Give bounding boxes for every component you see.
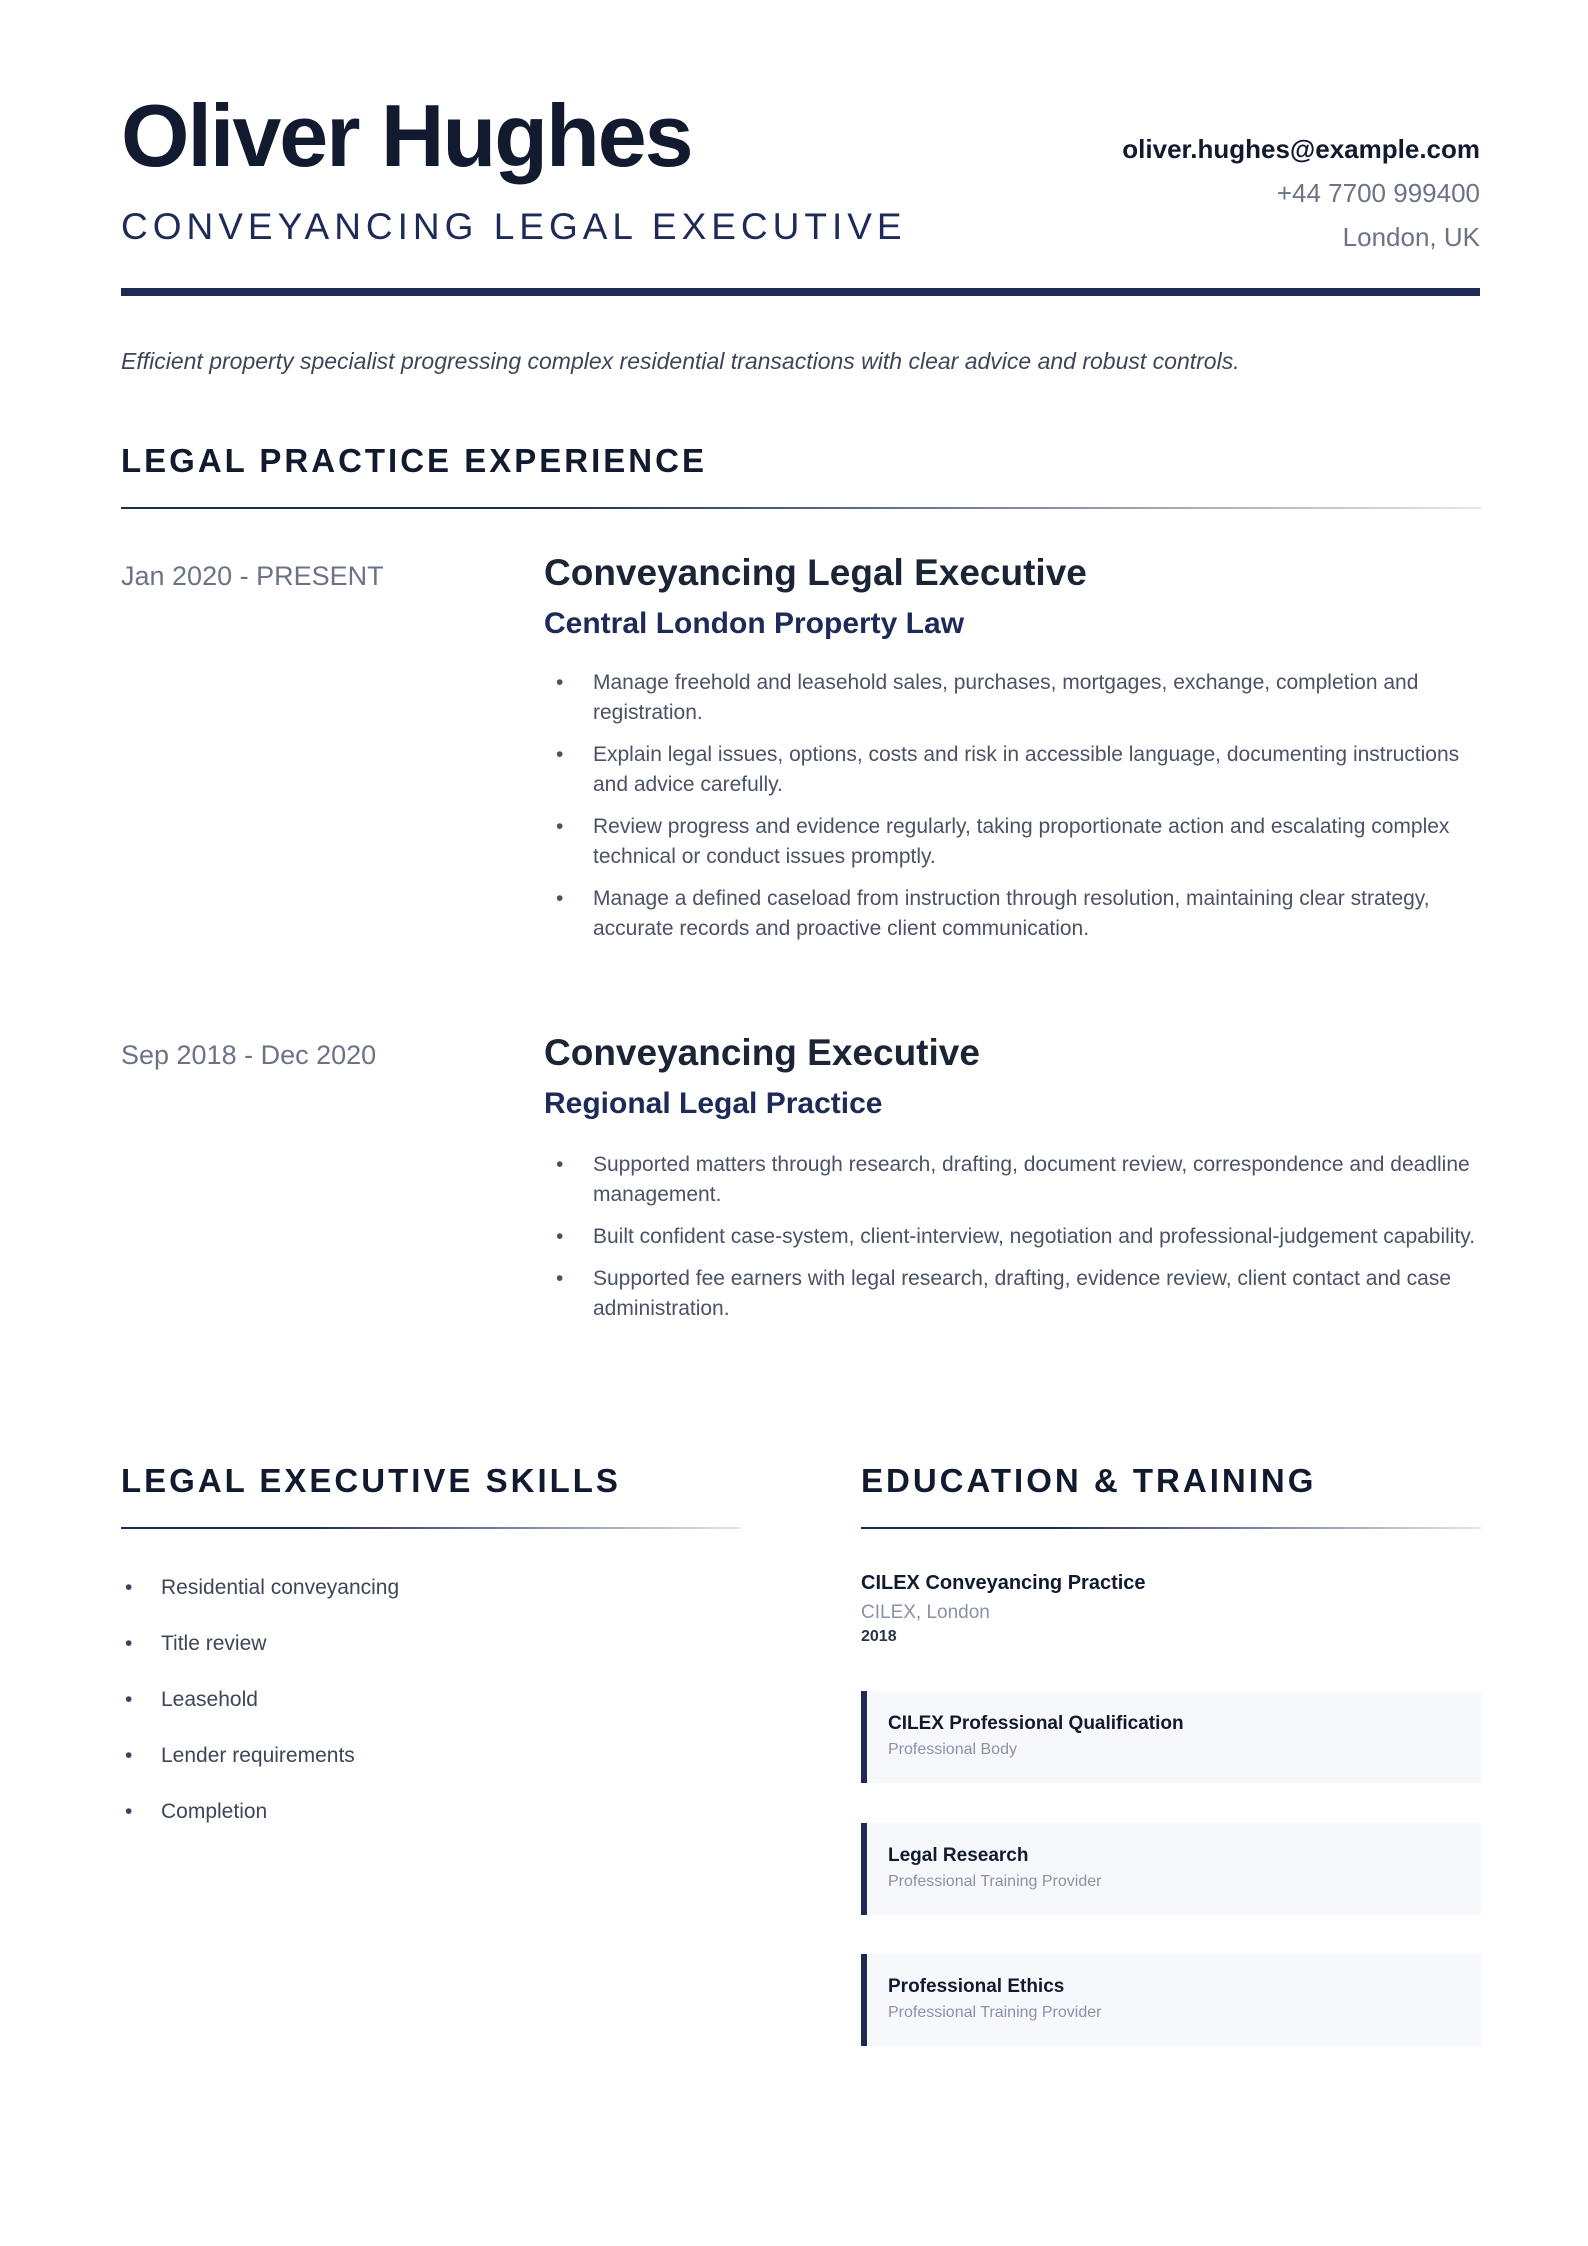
education-heading: EDUCATION & TRAINING (861, 1462, 1317, 1499)
education-divider (861, 1527, 1481, 1529)
training-provider: Professional Training Provider (888, 1873, 1102, 1890)
job-dates: Jan 2020 - PRESENT (121, 561, 384, 591)
skill-item: • Leasehold (121, 1686, 399, 1742)
contact-email[interactable]: oliver.hughes@example.com (1122, 134, 1480, 164)
skills-list (121, 1574, 399, 1854)
job-bullet-list (544, 1150, 1484, 1336)
education-entry (861, 1572, 1146, 1646)
skill-item: • Completion (121, 1798, 399, 1854)
job-bullet: • Review progress and evidence regularly, taking proportionate action and escalating complex technical or conduct issues promptly. (544, 812, 1484, 872)
education-year: 2018 (861, 1628, 897, 1645)
training-provider: Professional Training Provider (888, 2004, 1102, 2021)
experience-heading: LEGAL PRACTICE EXPERIENCE (121, 442, 707, 479)
training-card (861, 1954, 1481, 2046)
training-title: CILEX Professional Qualification (888, 1713, 1184, 1734)
skill-item: • Title review (121, 1630, 399, 1686)
profile-summary: Efficient property specialist progressing complex residential transactions with clear advice and robust controls. (121, 348, 1240, 374)
job-title: Conveyancing Legal Executive (544, 552, 1087, 593)
job-bullet: • Supported matters through research, drafting, document review, correspondence and deadline management. (544, 1150, 1484, 1210)
skills-heading: LEGAL EXECUTIVE SKILLS (121, 1462, 621, 1499)
training-card (861, 1823, 1481, 1915)
job-bullet: • Manage a defined caseload from instruction through resolution, maintaining clear strategy, accurate records and proactive client communication. (544, 884, 1484, 944)
contact-location: London, UK (1342, 222, 1480, 252)
job-bullet: • Built confident case-system, client-interview, negotiation and professional-judgement capability. (544, 1222, 1484, 1252)
job-title: Conveyancing Executive (544, 1032, 980, 1073)
job-bullet: • Supported fee earners with legal research, drafting, evidence review, client contact and case administration. (544, 1264, 1484, 1324)
candidate-role: CONVEYANCING LEGAL EXECUTIVE (121, 206, 907, 247)
training-title: Professional Ethics (888, 1976, 1065, 1997)
job-company: Regional Legal Practice (544, 1087, 883, 1120)
training-title: Legal Research (888, 1845, 1029, 1866)
education-institution: CILEX, London (861, 1602, 990, 1623)
skill-item: • Lender requirements (121, 1742, 399, 1798)
job-bullet: • Explain legal issues, options, costs and risk in accessible language, documenting instructions and advice carefully. (544, 740, 1484, 800)
experience-divider (121, 507, 1481, 509)
training-card (861, 1691, 1481, 1783)
header-divider (121, 288, 1480, 296)
job-company: Central London Property Law (544, 607, 965, 640)
job-bullet: • Manage freehold and leasehold sales, purchases, mortgages, exchange, completion and registration. (544, 668, 1484, 728)
skill-item: • Residential conveyancing (121, 1574, 399, 1630)
training-provider: Professional Body (888, 1741, 1017, 1758)
contact-phone: +44 7700 999400 (1276, 178, 1480, 208)
job-dates: Sep 2018 - Dec 2020 (121, 1040, 377, 1070)
contact-block (1122, 132, 1480, 264)
candidate-name: Oliver Hughes (121, 86, 692, 185)
skills-divider (121, 1527, 740, 1529)
job-bullet-list (544, 668, 1484, 956)
education-title: CILEX Conveyancing Practice (861, 1572, 1146, 1594)
